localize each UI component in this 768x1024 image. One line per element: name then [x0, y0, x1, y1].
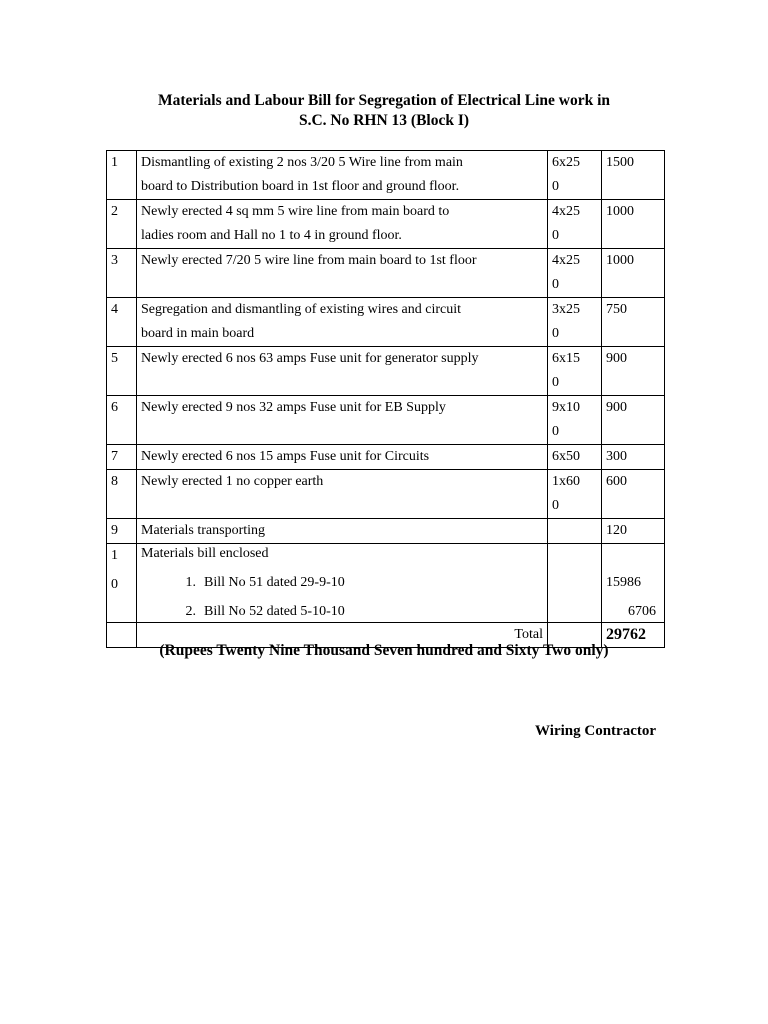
row-amount: 120: [602, 519, 665, 544]
row-number: [107, 544, 137, 623]
list-item: [141, 564, 543, 602]
row-amount: 1500: [602, 151, 665, 200]
description-line: [141, 494, 543, 518]
signature-label: Wiring Contractor: [535, 723, 656, 739]
row-number: 9: [107, 519, 137, 544]
description-line: Dismantling of existing 2 nos 3/20 5 Wire line from main: [141, 155, 463, 170]
description-line: board in main board: [141, 326, 255, 341]
rate-line: 4x25: [552, 204, 580, 219]
row-number-part: 0: [111, 577, 118, 592]
list-item: [141, 602, 543, 622]
row-description: [137, 470, 548, 519]
row-amount: 900: [602, 396, 665, 445]
row-number: 3: [107, 249, 137, 298]
list-item-text: Bill No 51 dated 29-9-10: [204, 575, 345, 590]
description-line: [141, 371, 543, 395]
row-number: 4: [107, 298, 137, 347]
description-line: Newly erected 1 no copper earth: [141, 474, 324, 489]
rate-line: 0: [552, 326, 559, 341]
rate-line: 9x10: [552, 400, 580, 415]
title-line-2: S.C. No RHN 13 (Block I): [298, 112, 470, 129]
table-row: [107, 544, 665, 623]
rate-line: 0: [552, 228, 559, 243]
list-item-number: 2.: [185, 604, 196, 619]
row-amount: 600: [602, 470, 665, 519]
sub-amount: 15986: [606, 575, 641, 590]
rate-line: 0: [552, 375, 559, 390]
rate-line: 6x25: [552, 155, 580, 170]
table-row: [107, 445, 665, 470]
rate-line: 1x60: [552, 474, 580, 489]
bill-table: [106, 150, 665, 648]
rate-line: 0: [552, 498, 559, 513]
row-number: 1: [107, 151, 137, 200]
document-title: [0, 91, 768, 131]
total-amount: 29762: [602, 623, 665, 648]
description-line: Segregation and dismantling of existing wires and circuit: [141, 302, 461, 317]
row-description: Materials transporting: [137, 519, 548, 544]
list-item-text: Bill No 52 dated 5-10-10: [204, 604, 345, 619]
description-line: Newly erected 6 nos 63 amps Fuse unit for generator supply: [141, 351, 479, 366]
rate-line: 6x15: [552, 351, 580, 366]
row-number: 2: [107, 200, 137, 249]
row-rate: [548, 249, 602, 298]
row-description: [137, 151, 548, 200]
row-number: 7: [107, 445, 137, 470]
row-description: [137, 347, 548, 396]
row-amount: 300: [602, 445, 665, 470]
row-number: 5: [107, 347, 137, 396]
row-description: [137, 544, 548, 623]
row-rate: [548, 470, 602, 519]
row-rate: [548, 298, 602, 347]
row-description: [137, 298, 548, 347]
row-rate: [548, 200, 602, 249]
description-line: Newly erected 9 nos 32 amps Fuse unit for EB Supply: [141, 400, 446, 415]
list-item-number: 1.: [185, 575, 196, 590]
row-amount: 1000: [602, 249, 665, 298]
rate-line: 3x25: [552, 302, 580, 317]
row-description: [137, 396, 548, 445]
table-row: [107, 151, 665, 200]
row-number: 6: [107, 396, 137, 445]
row-description: Newly erected 6 nos 15 amps Fuse unit for Circuits: [137, 445, 548, 470]
description-line: ladies room and Hall no 1 to 4 in ground floor.: [141, 228, 402, 243]
total-label: Total: [137, 623, 548, 648]
row-rate: [548, 347, 602, 396]
description-line: Materials bill enclosed: [141, 546, 269, 561]
row-rate: 6x50: [548, 445, 602, 470]
row-amount: 1000: [602, 200, 665, 249]
row-number: 8: [107, 470, 137, 519]
row-rate: [548, 151, 602, 200]
table-row: [107, 470, 665, 519]
row-description: [137, 200, 548, 249]
description-line: Newly erected 7/20 5 wire line from main board to 1st floor: [141, 253, 477, 268]
title-line-1: Materials and Labour Bill for Segregation of Electrical Line work in: [157, 92, 611, 109]
row-amount: 750: [602, 298, 665, 347]
description-line: [141, 273, 543, 297]
table-row: [107, 519, 665, 544]
row-amount: [602, 544, 665, 623]
row-rate: [548, 396, 602, 445]
amount-in-words: (Rupees Twenty Nine Thousand Seven hundred and Sixty Two only): [159, 642, 609, 659]
rate-line: 4x25: [552, 253, 580, 268]
rate-line: 0: [552, 179, 559, 194]
description-line: [141, 420, 543, 444]
table-row: [107, 249, 665, 298]
row-amount: 900: [602, 347, 665, 396]
table-row: [107, 298, 665, 347]
description-line: Newly erected 4 sq mm 5 wire line from main board to: [141, 204, 450, 219]
rate-line: 0: [552, 277, 559, 292]
row-rate: [548, 544, 602, 623]
row-description: [137, 249, 548, 298]
table-row: [107, 347, 665, 396]
sub-amount: 6706: [628, 604, 656, 619]
table-row: [107, 396, 665, 445]
rate-line: 0: [552, 424, 559, 439]
description-line: board to Distribution board in 1st floor and ground floor.: [141, 179, 460, 194]
table-row: [107, 200, 665, 249]
row-number-part: 1: [111, 548, 118, 563]
row-rate: [548, 519, 602, 544]
